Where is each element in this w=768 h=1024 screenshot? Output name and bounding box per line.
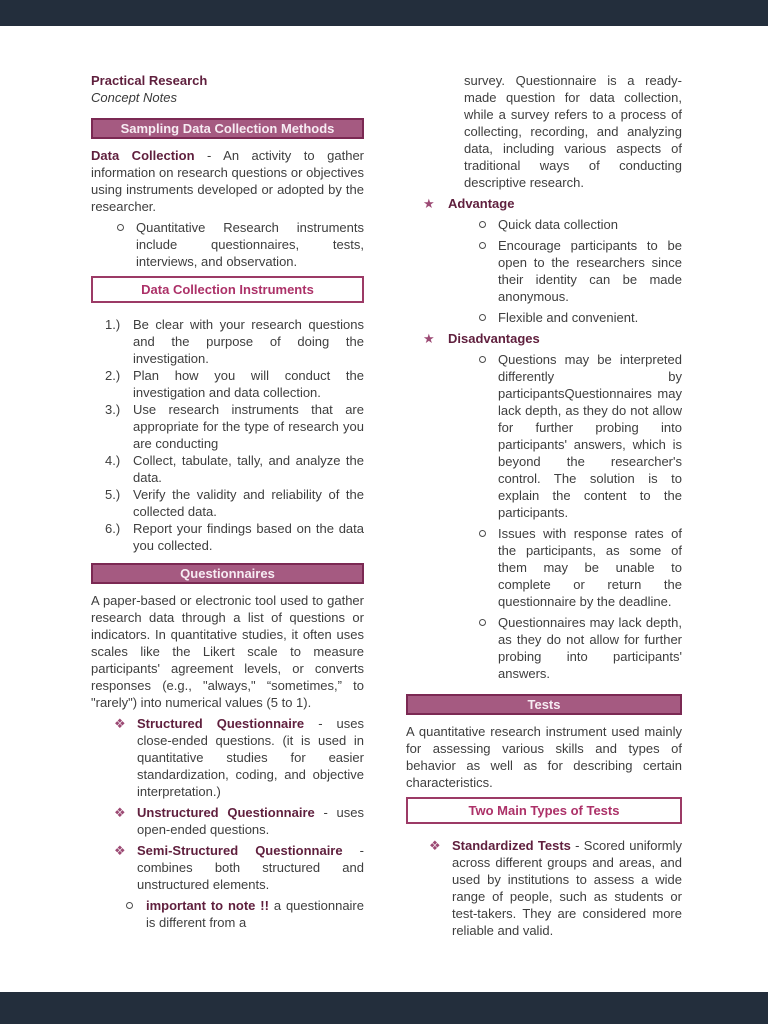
document-page xyxy=(0,26,768,992)
step-item-1 xyxy=(91,316,364,367)
list-item-quantitative-instruments xyxy=(91,219,364,270)
step-item-5 xyxy=(91,486,364,520)
section-banner-questionnaires: Questionnaires xyxy=(91,563,364,584)
advantage-label: Advantage xyxy=(448,196,515,211)
step-text: Plan how you will conduct the investigation and data collection. xyxy=(133,368,364,400)
paragraph-survey-continuation: survey. Questionnaire is a ready-made question for data collection, while a survey refers to a process of collecting, recording, and analyzing data, including various aspects of traditional ways of conducting descriptive research. xyxy=(464,73,682,190)
list-item-text: - Scored uniformly across different groups and areas, and used by institutions to assess a wide range of people, such as students or test-takers. They are considered more reliable and valid. xyxy=(452,838,683,938)
paragraph-questionnaire-definition: A paper-based or electronic tool used to gather research data through a list of questions or indicators. In quantitative studies, it often uses scales like the Likert scale to measure participants' agreement levels, or converts responses (e.g., "always," “sometimes,” to "rarely") into numerical values (5 to 1). xyxy=(91,593,364,710)
term-important-note: important to note !! xyxy=(146,898,269,913)
term-standardized-tests: Standardized Tests xyxy=(452,838,571,853)
star-bullet-icon: ★ xyxy=(423,196,435,211)
step-number: 2.) xyxy=(105,368,121,383)
advantage-item-1 xyxy=(406,216,682,233)
list-item-text: - combines both structured and unstructured elements. xyxy=(137,843,364,892)
section-box-two-main-types: Two Main Types of Tests xyxy=(406,797,682,824)
circle-bullet-icon xyxy=(126,902,133,909)
step-text: Report your findings based on the data you collected. xyxy=(133,521,364,553)
list-item-disadvantages xyxy=(406,330,682,347)
step-number: 6.) xyxy=(105,521,121,536)
list-item-text: Questions may be interpreted differently by participantsQuestionnaires may lack depth, as they do not allow for further probing into participants' answers, which is beyond the researcher's control. The solution is to explain the content to the participants. xyxy=(498,352,682,520)
list-item-text: Questionnaires may lack depth, as they do not allow for further probing into participants' answers. xyxy=(498,615,682,681)
list-item-important-note xyxy=(91,897,364,931)
list-item-standardized-tests xyxy=(406,837,682,939)
paragraph-data-collection xyxy=(91,147,364,215)
list-item-semi-structured-questionnaire xyxy=(91,842,364,893)
diamond-bullet-icon: ❖ xyxy=(429,838,441,853)
step-text: Be clear with your research questions and the purpose of doing the investigation. xyxy=(133,317,364,366)
advantage-item-3 xyxy=(406,309,682,326)
step-item-3 xyxy=(91,401,364,452)
step-number: 1.) xyxy=(105,317,121,332)
step-text: Use research instruments that are appropriate for the type of research you are conducting xyxy=(133,402,364,451)
right-column xyxy=(406,72,682,992)
circle-bullet-icon xyxy=(479,356,486,363)
viewer-bottom-bar xyxy=(0,992,768,1024)
page-subtitle: Concept Notes xyxy=(91,90,177,105)
term-unstructured-questionnaire: Unstructured Questionnaire xyxy=(137,805,315,820)
step-text: Verify the validity and reliability of the collected data. xyxy=(133,487,364,519)
section-banner-tests: Tests xyxy=(406,694,682,715)
step-text: Collect, tabulate, tally, and analyze the data. xyxy=(133,453,364,485)
list-item-advantage xyxy=(406,195,682,212)
step-number: 4.) xyxy=(105,453,121,468)
steps-list xyxy=(91,316,364,554)
disadvantage-item-2 xyxy=(406,525,682,610)
list-item-text: Quantitative Research instruments include questionnaires, tests, interviews, and observation. xyxy=(136,220,364,269)
circle-bullet-icon xyxy=(479,619,486,626)
list-item-text: Flexible and convenient. xyxy=(498,310,639,325)
diamond-bullet-icon: ❖ xyxy=(114,716,126,731)
list-item-text: Issues with response rates of the participants, as some of them may be unable to complete or return the questionnaire by the deadline. xyxy=(498,526,682,609)
circle-bullet-icon xyxy=(479,530,486,537)
term-structured-questionnaire: Structured Questionnaire xyxy=(137,716,305,731)
section-box-data-collection-instruments: Data Collection Instruments xyxy=(91,276,364,303)
section-banner-sampling-methods: Sampling Data Collection Methods xyxy=(91,118,364,139)
list-item-text: Encourage participants to be open to the researchers since their identity can be made anonymous. xyxy=(498,238,682,304)
list-item-text: - uses close-ended questions. (it is used in quantitative studies for easier standardization, coding, and objective interpretation.) xyxy=(137,716,365,799)
step-item-4 xyxy=(91,452,364,486)
diamond-bullet-icon: ❖ xyxy=(114,843,126,858)
list-item-structured-questionnaire xyxy=(91,715,364,800)
disadvantage-item-3 xyxy=(406,614,682,682)
circle-bullet-icon xyxy=(479,314,486,321)
circle-bullet-icon xyxy=(479,221,486,228)
step-item-2 xyxy=(91,367,364,401)
term-data-collection: Data Collection xyxy=(91,148,195,163)
star-bullet-icon: ★ xyxy=(423,331,435,346)
disadvantage-item-1 xyxy=(406,351,682,521)
step-number: 3.) xyxy=(105,402,121,417)
left-column xyxy=(91,72,364,992)
step-number: 5.) xyxy=(105,487,121,502)
circle-bullet-icon xyxy=(117,224,124,231)
list-item-text: Quick data collection xyxy=(498,217,618,232)
page-title: Practical Research xyxy=(91,73,208,88)
two-column-layout xyxy=(91,72,682,992)
step-item-6 xyxy=(91,520,364,554)
list-item-text: a questionnaire is different from a xyxy=(146,898,364,930)
paragraph-text: - An activity to gather information on research questions or objectives using instruments developed or adopted by the researcher. xyxy=(91,148,365,214)
list-item-text: - uses open-ended questions. xyxy=(137,805,365,837)
advantage-item-2 xyxy=(406,237,682,305)
list-item-unstructured-questionnaire xyxy=(91,804,364,838)
paragraph-tests-definition: A quantitative research instrument used mainly for assessing various skills and types of behavior as well as for describing certain characteristics. xyxy=(406,724,682,790)
diamond-bullet-icon: ❖ xyxy=(114,805,126,820)
disadvantages-label: Disadvantages xyxy=(448,331,540,346)
circle-bullet-icon xyxy=(479,242,486,249)
term-semi-structured-questionnaire: Semi-Structured Questionnaire xyxy=(137,843,343,858)
viewer-top-bar xyxy=(0,0,768,26)
